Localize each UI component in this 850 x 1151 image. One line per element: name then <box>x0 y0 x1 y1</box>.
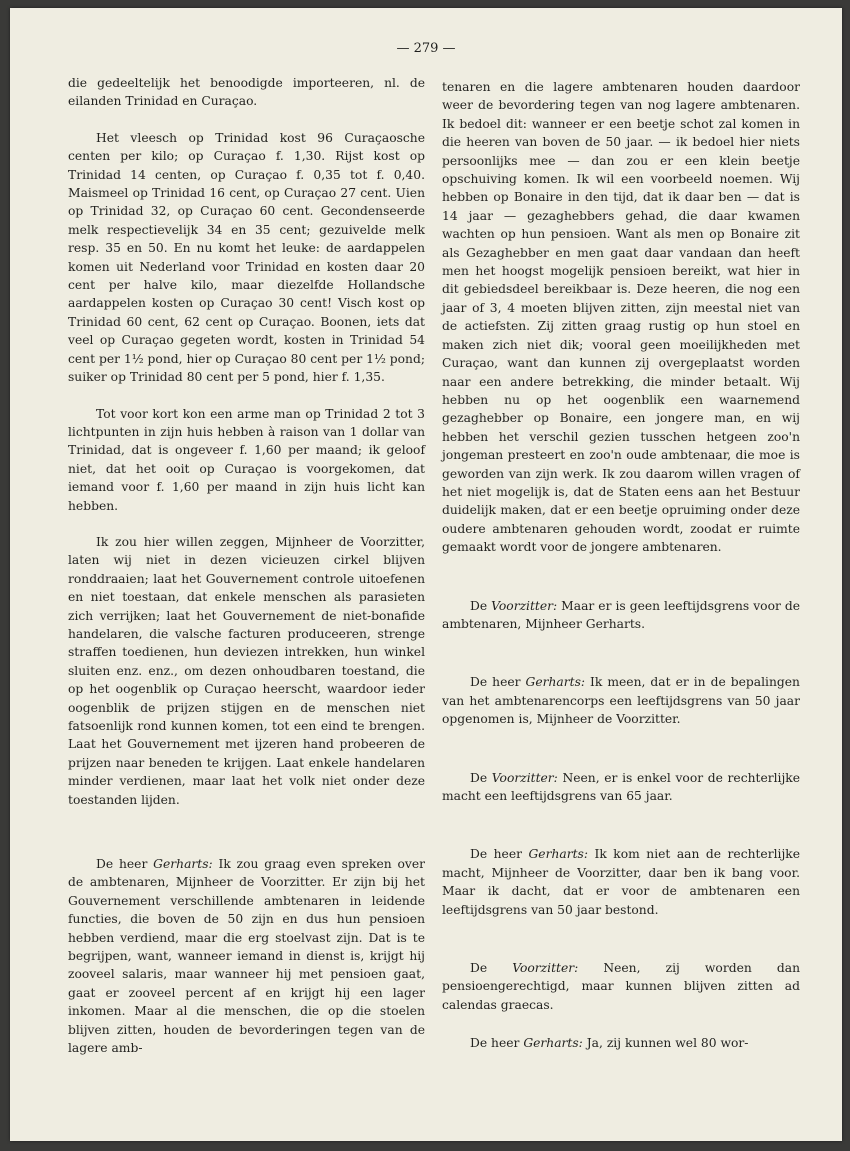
speech-text: Ik zou graag even spreken over de ambtenaren, Mijnheer de Voorzitter. Er zijn bij het Gouvernement verschillende ambtenaren in leidende functies, die boven de 50 zijn en dus hun pensioen hebben verdiend, maar die erg stoelvast zijn. Dat is te begrijpen, want, wanneer iemand in dienst is, krijgt hij zooveel salaris, maar wanneer hij met pensioen gaat, gaat er zooveel percent af en krijgt hij een lager inkomen. Maar al die menschen, die op die stoelen blijven zitten, houden de bevorderingen tegen van de lagere amb- <box>68 857 426 1056</box>
speech-text: Neen, er is enkel voor de rechterlijke macht een leeftijdsgrens van 65 jaar. <box>442 770 801 803</box>
speech-text: Ik meen, dat er in de bepalingen van het ambtenarencorps een leeftijdsgrens van 50 jaar opgenomen is, Mijnheer de Voorzitter. <box>442 675 800 727</box>
speech-text: Ik kom niet aan de rechterlijke macht, Mijnheer de Voorzitter, daar ben ik bang voor. Maar ik dacht, dat er voor de ambtenaren een leeftijdsgrens van 50 jaar bestond. <box>442 847 800 917</box>
speaker-paragraph <box>442 1034 800 1052</box>
left-column <box>68 74 425 1058</box>
page-number: — 279 — <box>396 41 456 56</box>
paragraph: Tot voor kort kon een arme man op Trinidad 2 tot 3 lichtpunten in zijn huis hebben à raison van 1 dollar van Trinidad, dat is ongeveer f. 1,60 per maand; ik geloof niet, dat het ooit op Curaçao is voorgekomen, dat iemand voor f. 1,60 per maand in zijn huis licht kan hebben. <box>68 406 425 513</box>
speech-text: Maar er is geen leeftijdsgrens voor de ambtenaren, Mijnheer Gerharts. <box>442 598 800 631</box>
speaker-prefix: De <box>470 770 492 785</box>
speech-text: Neen, zij worden dan pensioengerechtigd, maar kunnen blijven zitten ad calendas graecas. <box>442 961 800 1012</box>
paragraph: tenaren en die lagere ambtenaren houden daardoor weer de bevordering tegen van nog lagere ambtenaren. Ik bedoel dit: wanneer er een beetje schot zal komen in die heeren van boven de 50 jaar. — ik bedoel hier niets persoonlijks mee — dan zou er een klein beetje opschuiving komen. Ik wil een voorbeeld noemen. Wij hebben op Bonaire in den tijd, dat ik daar ben — dat is 14 jaar — gezaghebbers gehad, die daar kwamen wachten op hun pensioen. Want als men op Bonaire zit als Gezaghebber en men gaat daar vandaan dan heeft men het hoogst mogelijk pensioen bereikt, wat hier in dit gebiedsdeel bereikbaar is. Deze heeren, die nog een jaar of 3, 4 moeten blijven zitten, zijn meestal niet van de actiefsten. Zij zitten graag rustig op hun stoel en maken zich niet dik; vooral geen moeilijkheden met Curaçao, want dan kunnen zij overgeplaatst worden naar een andere betrekking, die minder betaalt. Wij hebben nu op het oogenblik een waarnemend gezaghebber op Bonaire, een jongere man, en wij hebben het verschil gezien tusschen hetgeen zoo'n jongeman presteert en zoo'n oude ambtenaar, die moe is geworden van zijn werk. Ik zou daarom willen vragen of het niet mogelijk is, dat de Staten eens aan het Bestuur duidelijk maken, dat er een beetje opruiming onder deze oudere ambtenaren gehouden wordt, zoodat er ruimte gemaakt wordt voor de jongere ambtenaren. <box>442 80 800 555</box>
speaker-paragraph <box>442 769 800 806</box>
speaker-prefix: De heer <box>96 857 154 872</box>
speaker-name: Gerharts: <box>528 847 588 862</box>
speaker-prefix: De <box>470 598 492 613</box>
speaker-paragraph <box>68 855 425 1057</box>
speaker-name: Voorzitter: <box>491 770 558 785</box>
speaker-paragraph <box>442 597 800 634</box>
speaker-paragraph <box>442 959 800 1014</box>
paragraph: die gedeeltelijk het benoodigde importeeren, nl. de eilanden Trinidad en Curaçao. <box>68 76 425 109</box>
paragraph: Ik zou hier willen zeggen, Mijnheer de Voorzitter, laten wij niet in dezen vicieuzen cirkel blijven ronddraaien; laat het Gouvernement controle uitoefenen en niet toestaan, dat enkele menschen als parasieten zich verrijken; laat het Gouvernement de niet-bonafide handelaren, die valsche facturen produceeren, strenge straffen toedienen, hun deviezen intrekken, hun winkel sluiten enz. enz., om dezen onhoudbaren toestand, die op het oogenblik op Curaçao heerscht, waardoor ieder oogenblik de prijzen stijgen en de menschen niet fatsoenlijk rond kunnen komen, tot een eind te brengen. Laat het Gouvernement met ijzeren hand probeeren de prijzen naar beneden te krijgen. Laat enkele handelaren minder verdienen, maar laat het volk niet onder deze toestanden lijden. <box>68 534 425 807</box>
speaker-prefix: De heer <box>470 675 526 690</box>
speaker-prefix: De heer <box>470 1036 524 1051</box>
right-column <box>442 78 800 1053</box>
speaker-prefix: De heer <box>470 847 529 862</box>
speaker-name: Gerharts: <box>525 675 586 690</box>
speaker-name: Voorzitter: <box>491 598 558 613</box>
speech-text: Ja, zij kunnen wel 80 wor- <box>582 1036 749 1051</box>
speaker-name: Gerharts: <box>153 857 213 872</box>
paragraph: Het vleesch op Trinidad kost 96 Curaçaosche centen per kilo; op Curaçao f. 1,30. Rijst kost op Trinidad 14 centen, op Curaçao f. 0,35 tot f. 0,40. Maismeel op Trinidad 16 cent, op Curaçao 27 cent. Uien op Trinidad 32, op Curaçao 60 cent. Gecondenseerde melk respectievelijk 34 en 35 cent; gezuivelde melk resp. 35 en 50. En nu komt het leuke: de aardappelen komen uit Nederland voor Trinidad en kosten daar 20 cent per halve kilo, maar diezelfde Hollandsche aardappelen kosten op Curaçao 30 cent! Visch kost op Trinidad 60 cent, 62 cent op Curaçao. Boonen, iets dat veel op Curaçao gegeten wordt, kosten in Trinidad 54 cent per 1½ pond, hier op Curaçao 80 cent per 1½ pond; suiker op Trinidad 80 cent per 5 pond, hier f. 1,35. <box>68 130 425 385</box>
speaker-paragraph <box>442 673 800 728</box>
speaker-paragraph <box>442 845 800 919</box>
document-page <box>10 8 842 1141</box>
speaker-prefix: De <box>470 961 513 976</box>
speaker-name: Voorzitter: <box>512 961 579 976</box>
speaker-name: Gerharts: <box>523 1036 583 1051</box>
